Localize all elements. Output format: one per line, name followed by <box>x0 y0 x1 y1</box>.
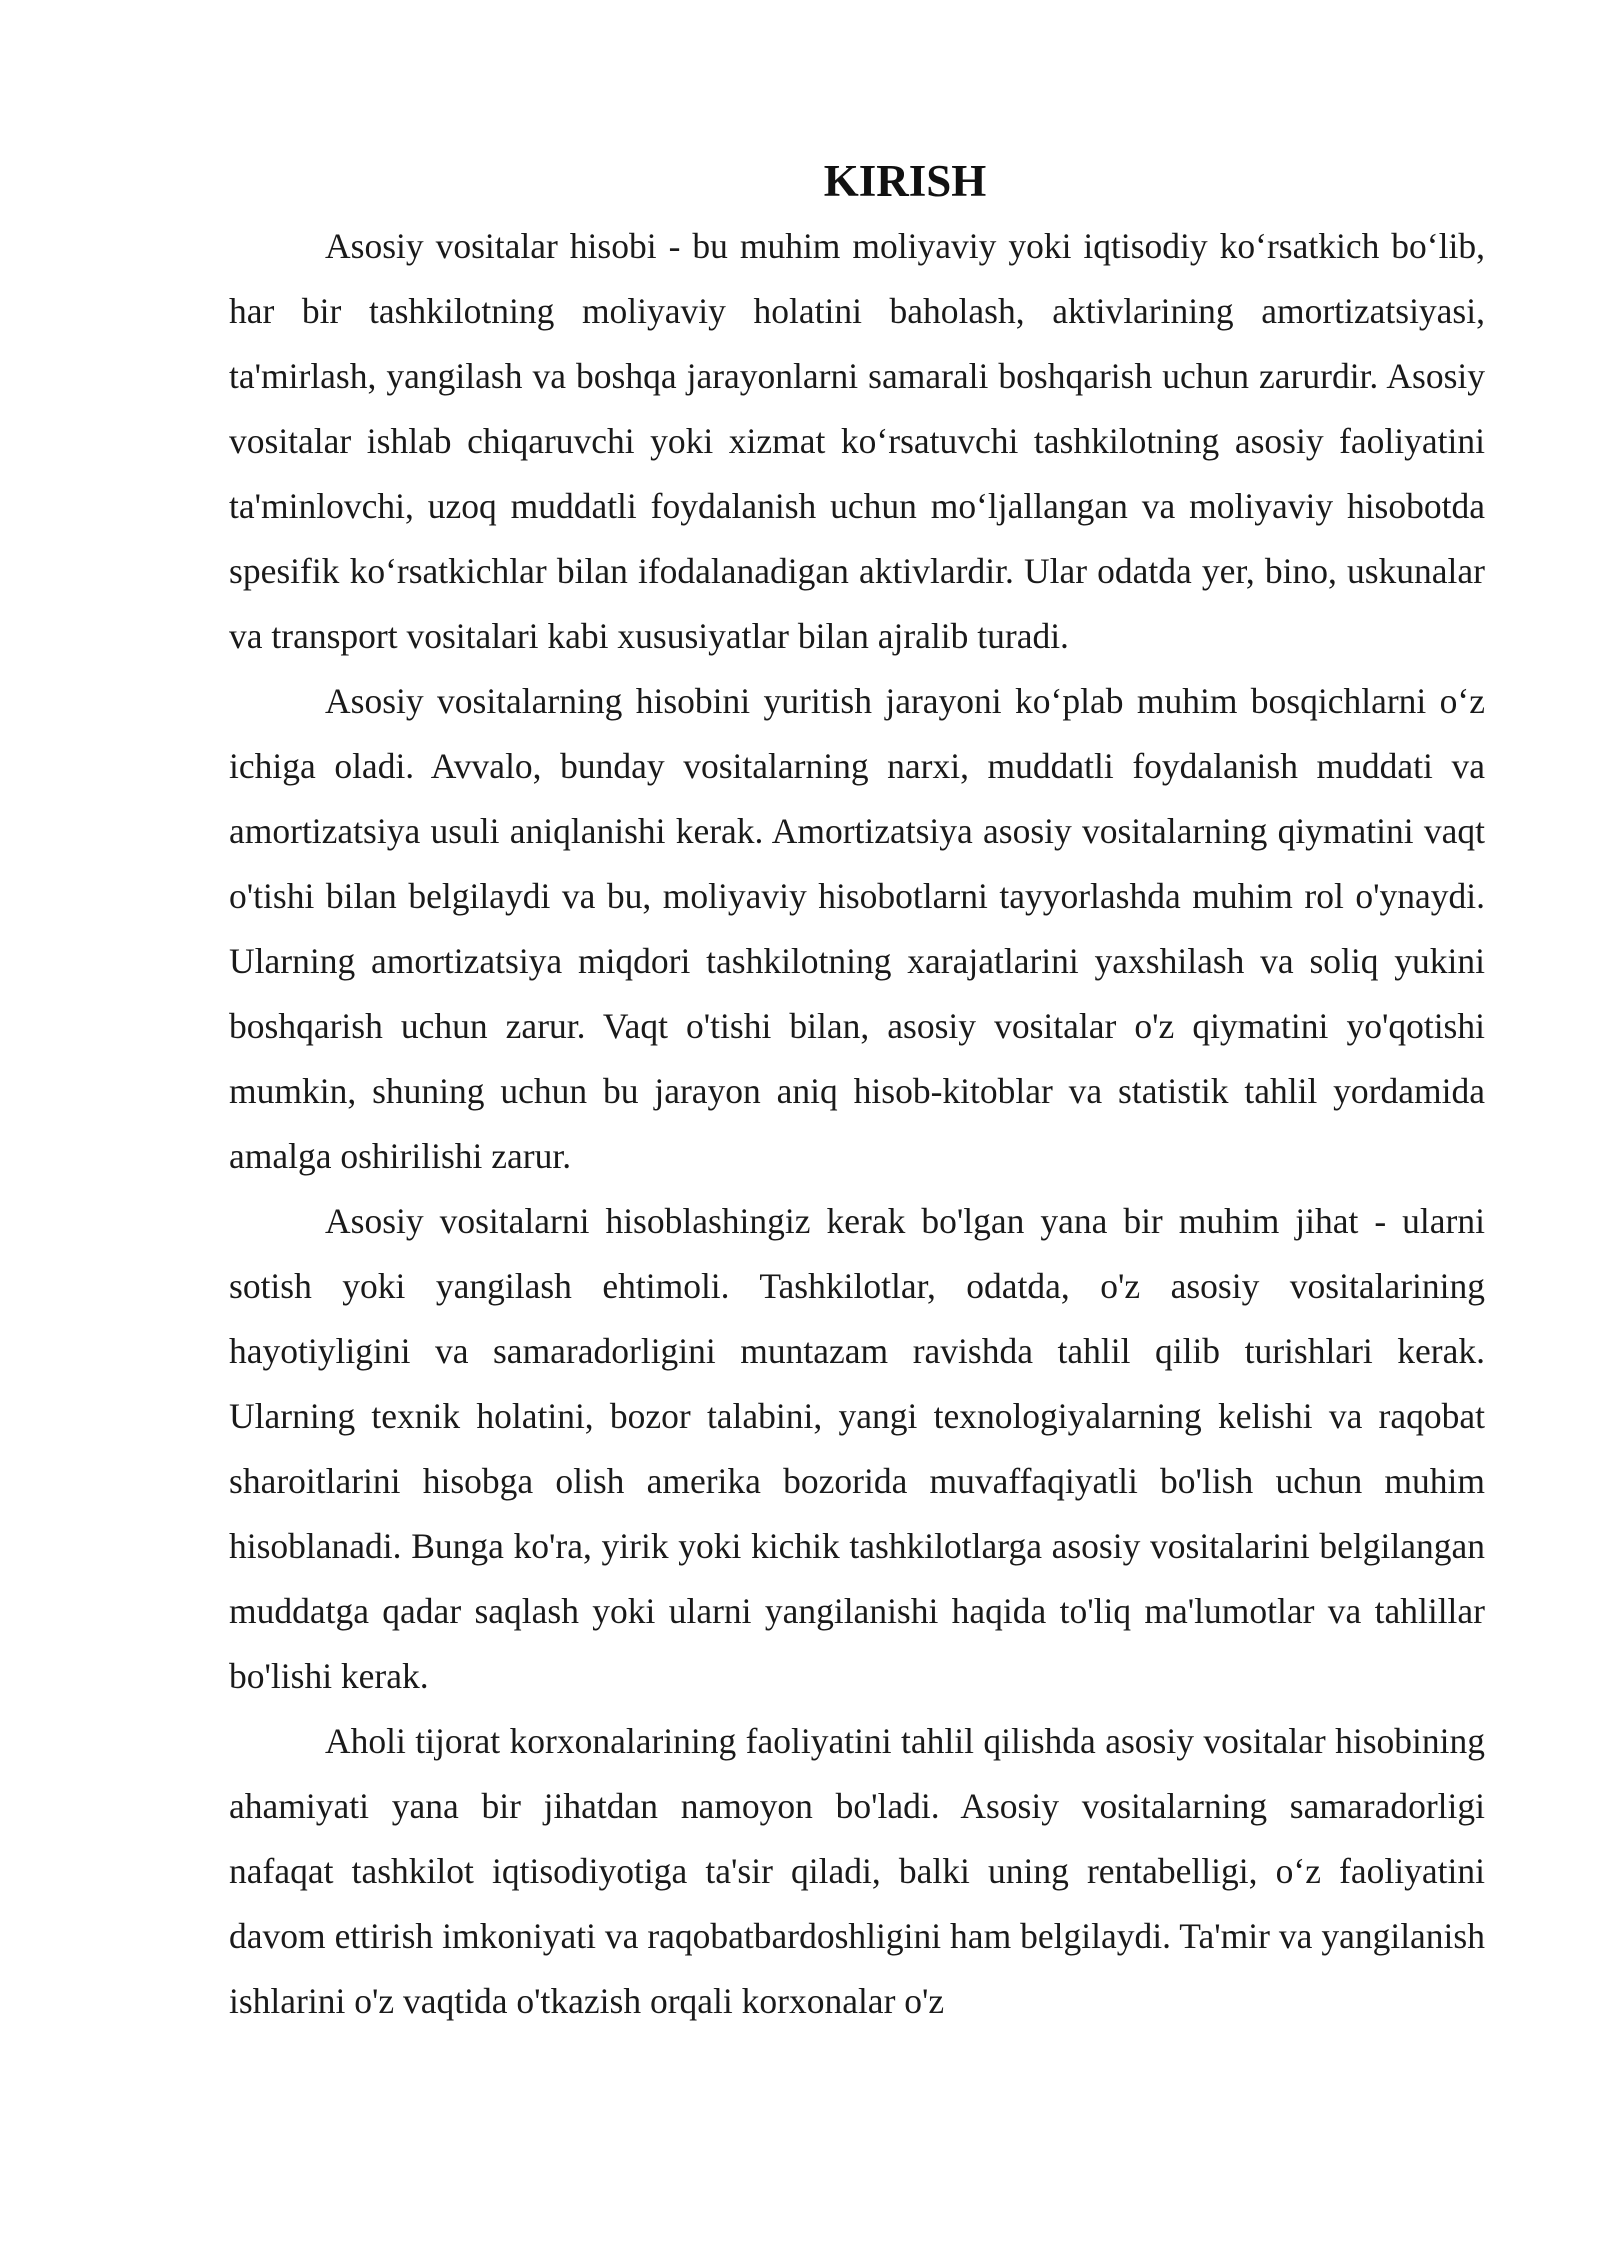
document-body <box>229 148 1485 2034</box>
document-title: KIRISH <box>823 156 987 206</box>
paragraph-3: Asosiy vositalarni hisoblashingiz kerak bo'lgan yana bir muhim jihat - ularni sotish yoki yangilash ehtimoli. Tashkilotlar, odatda, o'z asosiy vositalarining hayotiyligini va samaradorligini muntazam ravishda tahlil qilib turishlari kerak. Ularning texnik holatini, bozor talabini, yangi texnologiyalarning kelishi va raqobat sharoitlarini hisobga olish amerika bozorida muvaffaqiyatli bo'lish uchun muhim hisoblanadi. Bunga ko'ra, yirik yoki kichik tashkilotlarga asosiy vositalarini belgilangan muddatga qadar saqlash yoki ularni yangilanishi haqida to'liq ma'lumotlar va tahlillar bo'lishi kerak. <box>229 1201 1485 1696</box>
paragraph-2: Asosiy vositalarning hisobini yuritish jarayoni ko‘plab muhim bosqichlarni o‘z ichiga oladi. Avvalo, bunday vositalarning narxi, muddatli foydalanish muddati va amortizatsiya usuli aniqlanishi kerak. Amortizatsiya asosiy vositalarning qiymatini vaqt o'tishi bilan belgilaydi va bu, moliyaviy hisobotlarni tayyorlashda muhim rol o'ynaydi. Ularning amortizatsiya miqdori tashkilotning xarajatlarini yaxshilash va soliq yukini boshqarish uchun zarur. Vaqt o'tishi bilan, asosiy vositalar o'z qiymatini yo'qotishi mumkin, shuning uchun bu jarayon aniq hisob-kitoblar va statistik tahlil yordamida amalga oshirilishi zarur. <box>229 681 1485 1176</box>
paragraph-4: Aholi tijorat korxonalarining faoliyatini tahlil qilishda asosiy vositalar hisobining ahamiyati yana bir jihatdan namoyon bo'ladi. Asosiy vositalarning samaradorligi nafaqat tashkilot iqtisodiyotiga ta'sir qiladi, balki uning rentabelligi, o‘z faoliyatini davom ettirish imkoniyati va raqobatbardoshligini ham belgilaydi. Ta'mir va yangilanish ishlarini o'z vaqtida o'tkazish orqali korxonalar o'z <box>229 1721 1485 2021</box>
paragraph-1: Asosiy vositalar hisobi - bu muhim moliyaviy yoki iqtisodiy ko‘rsatkich bo‘lib, har bir tashkilotning moliyaviy holatini baholash, aktivlarining amortizatsiyasi, ta'mirlash, yangilash va boshqa jarayonlarni samarali boshqarish uchun zarurdir. Asosiy vositalar ishlab chiqaruvchi yoki xizmat ko‘rsatuvchi tashkilotning asosiy faoliyatini ta'minlovchi, uzoq muddatli foydalanish uchun mo‘ljallangan va moliyaviy hisobotda spesifik ko‘rsatkichlar bilan ifodalanadigan aktivlardir. Ular odatda yer, bino, uskunalar va transport vositalari kabi xususiyatlar bilan ajralib turadi. <box>229 226 1485 656</box>
